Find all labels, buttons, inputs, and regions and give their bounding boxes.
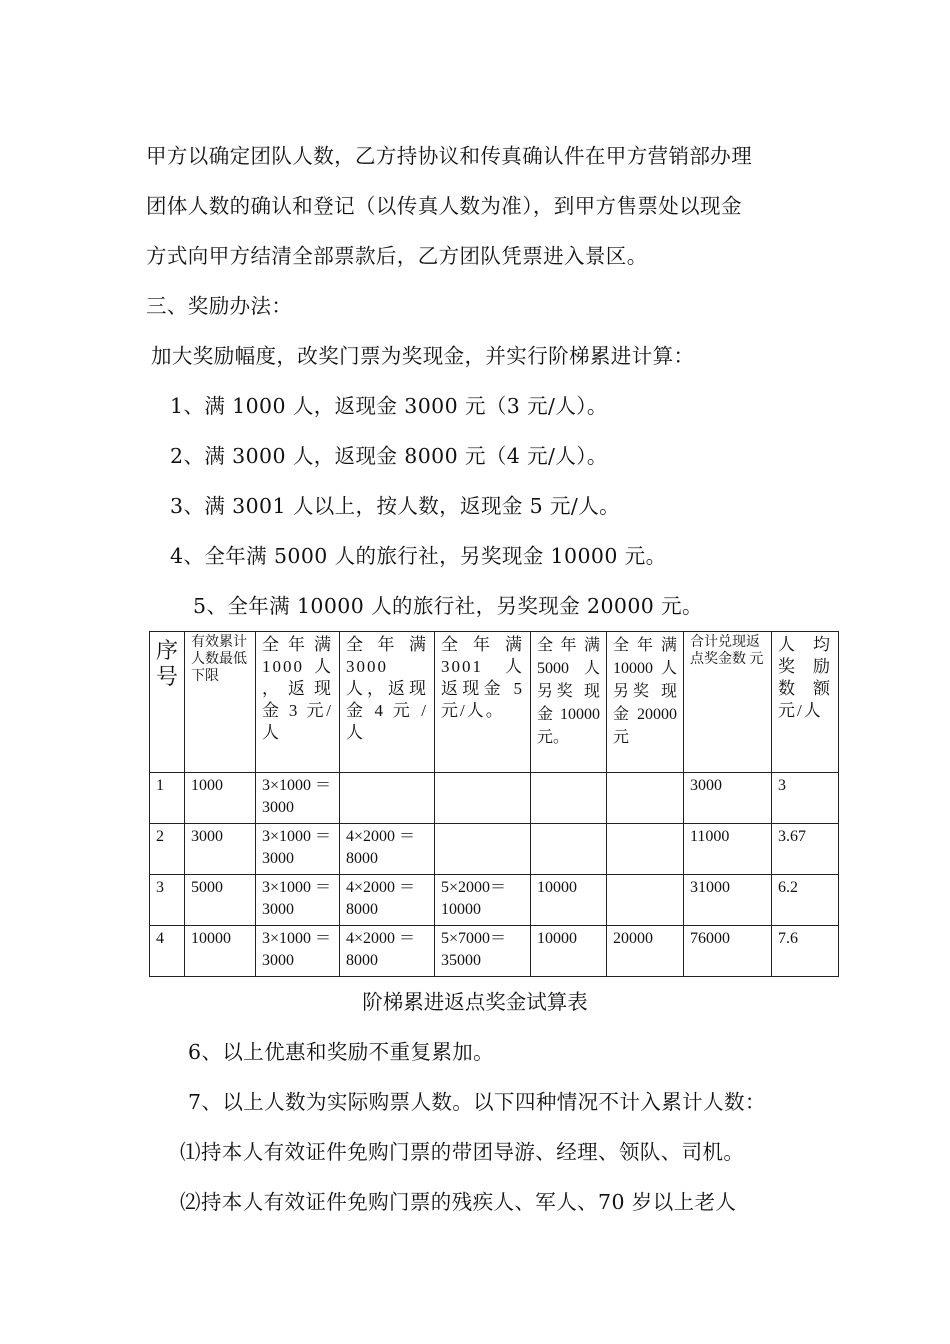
cell-5000: 10000	[531, 926, 607, 977]
header-min-count: 有效累计人数最低下限	[185, 632, 256, 773]
reward-intro: 加大奖励幅度，改奖门票为奖现金，并实行阶梯累进计算：	[151, 344, 695, 368]
cell-min: 3000	[185, 824, 256, 875]
cell-1000: 3×1000 ＝3000	[256, 875, 340, 926]
cell-1000: 3×1000 ＝3000	[256, 824, 340, 875]
cell-10000	[607, 875, 684, 926]
cell-10000	[607, 773, 684, 824]
reward-item-5: 5、全年满 10000 人的旅行社，另奖现金 20000 元。	[193, 594, 703, 618]
cell-5000: 10000	[531, 875, 607, 926]
header-3001: 全 年 满 3001 人 返现金 5 元/人。	[435, 632, 531, 773]
cell-total: 11000	[684, 824, 772, 875]
cell-1000: 3×1000 ＝3000	[256, 926, 340, 977]
cell-3000: 4×2000 ＝8000	[340, 875, 435, 926]
cell-total: 76000	[684, 926, 772, 977]
header-avg: 人 均 奖 励 数额 元/人	[772, 632, 839, 773]
reward-item-4: 4、全年满 5000 人的旅行社，另奖现金 10000 元。	[170, 544, 667, 568]
table-row	[150, 773, 839, 824]
exclusion-item-1: ⑴持本人有效证件免购门票的带团导游、经理、领队、司机。	[180, 1140, 745, 1164]
cell-3000: 4×2000 ＝8000	[340, 824, 435, 875]
reward-item-6: 6、以上优惠和奖励不重复累加。	[188, 1040, 495, 1064]
cell-avg: 3.67	[772, 824, 839, 875]
cell-seq: 3	[150, 875, 185, 926]
cell-avg: 7.6	[772, 926, 839, 977]
paragraph-line-1: 甲方以确定团队人数，乙方持协议和传真确认件在甲方营销部办理	[146, 144, 753, 168]
paragraph-line-3: 方式向甲方结清全部票款后，乙方团队凭票进入景区。	[146, 244, 648, 268]
cell-3000: 4×2000 ＝8000	[340, 926, 435, 977]
exclusion-item-2: ⑵持本人有效证件免购门票的残疾人、军人、70 岁以上老人	[180, 1190, 737, 1214]
header-1000: 全 年 满 1000 人 ， 返 现 金 3 元/人	[256, 632, 340, 773]
cell-3001	[435, 773, 531, 824]
cell-3001	[435, 824, 531, 875]
table-row	[150, 875, 839, 926]
header-10000: 全年满 10000 人另奖 现 金 20000 元	[607, 632, 684, 773]
cell-seq: 2	[150, 824, 185, 875]
header-3000: 全 年 满 3000 人，返现金 4 元 / 人	[340, 632, 435, 773]
cell-5000	[531, 773, 607, 824]
section-heading: 三、奖励办法：	[146, 294, 293, 318]
cell-avg: 3	[772, 773, 839, 824]
reward-item-1: 1、满 1000 人，返现金 3000 元（3 元/人）。	[170, 394, 608, 418]
cell-10000	[607, 824, 684, 875]
cell-min: 1000	[185, 773, 256, 824]
cell-5000	[531, 824, 607, 875]
cell-3000	[340, 773, 435, 824]
table-header-row	[150, 632, 839, 773]
reward-item-7: 7、以上人数为实际购票人数。以下四种情况不计入累计人数：	[188, 1090, 766, 1114]
reward-item-3: 3、满 3001 人以上，按人数，返现金 5 元/人。	[170, 494, 621, 518]
header-seq: 序号	[150, 632, 185, 773]
cell-avg: 6.2	[772, 875, 839, 926]
reward-item-2: 2、满 3000 人，返现金 8000 元（4 元/人）。	[170, 444, 608, 468]
reward-calculation-table	[149, 631, 839, 977]
header-5000: 全年满 5000 人另奖 现 金 10000 元。	[531, 632, 607, 773]
cell-3001: 5×2000＝ 10000	[435, 875, 531, 926]
cell-seq: 4	[150, 926, 185, 977]
cell-total: 3000	[684, 773, 772, 824]
cell-seq: 1	[150, 773, 185, 824]
cell-10000: 20000	[607, 926, 684, 977]
table-caption: 阶梯累进返点奖金试算表	[362, 990, 588, 1014]
table-row	[150, 926, 839, 977]
cell-min: 5000	[185, 875, 256, 926]
cell-total: 31000	[684, 875, 772, 926]
cell-1000: 3×1000 ＝3000	[256, 773, 340, 824]
cell-3001: 5×7000＝ 35000	[435, 926, 531, 977]
header-total: 合计兑现返点奖金数 元	[684, 632, 772, 773]
paragraph-line-2: 团体人数的确认和登记（以传真人数为准），到甲方售票处以现金	[146, 194, 742, 218]
cell-min: 10000	[185, 926, 256, 977]
table-row	[150, 824, 839, 875]
